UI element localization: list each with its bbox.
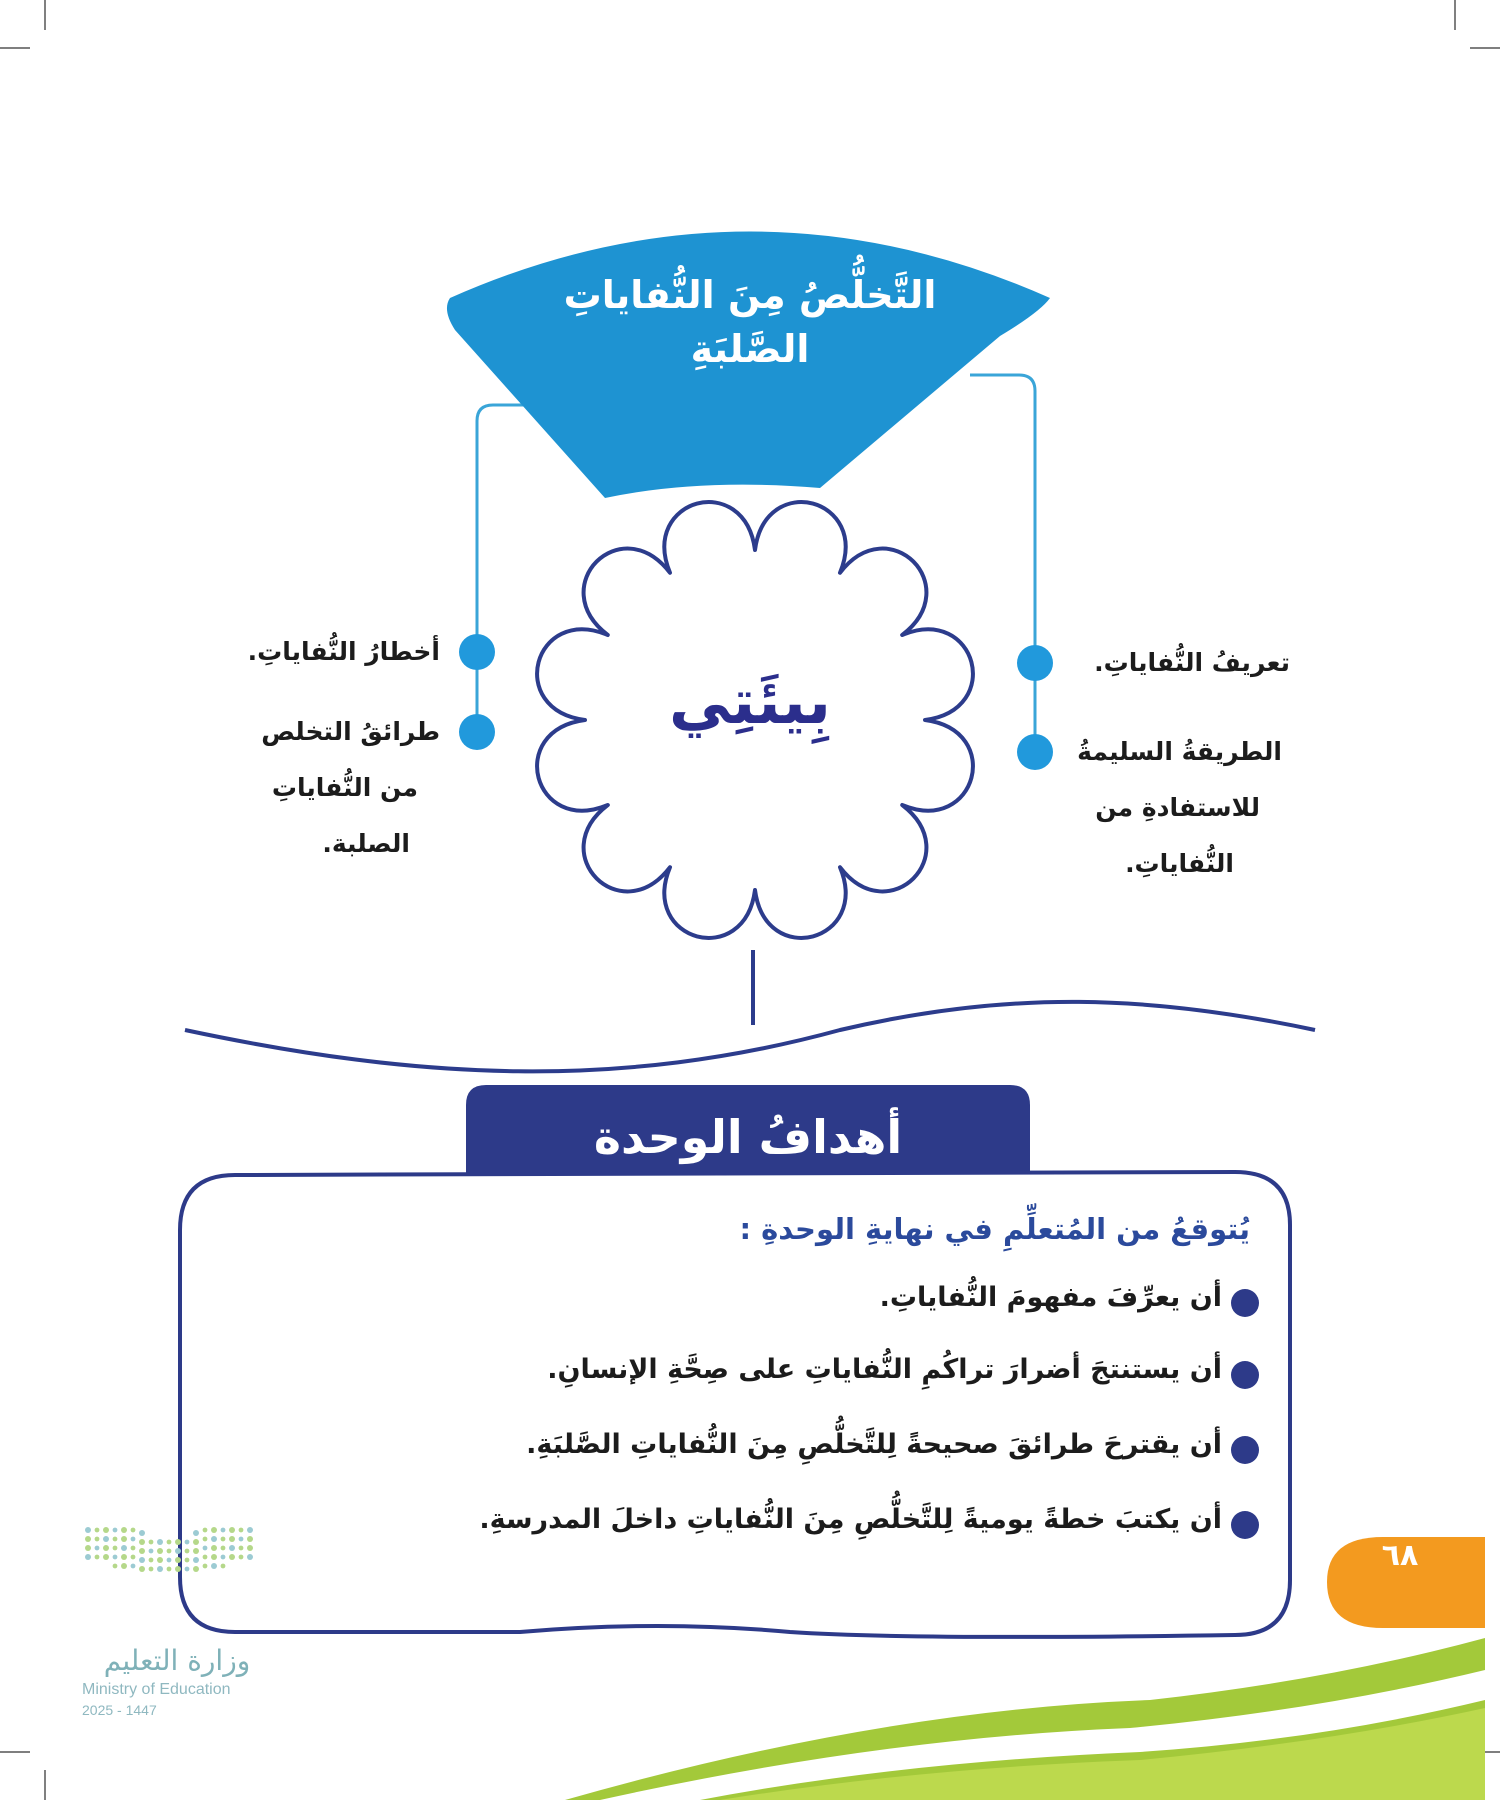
- logo-dot: [139, 1566, 145, 1572]
- logo-dot: [193, 1557, 199, 1563]
- logo-dot: [229, 1527, 235, 1533]
- right-item-2-line-1: الطريقةُ السليمةُ: [1077, 737, 1282, 766]
- logo-dot: [185, 1558, 190, 1563]
- ministry-year: 2025 - 1447: [82, 1702, 157, 1718]
- logo-dot: [203, 1528, 208, 1533]
- logo-dot: [157, 1557, 163, 1563]
- logo-dot: [167, 1567, 172, 1572]
- goal-bullet-2: [1231, 1361, 1259, 1389]
- logo-dot: [211, 1545, 217, 1551]
- logo-dot: [167, 1540, 172, 1545]
- logo-dot: [167, 1558, 172, 1563]
- logo-dot: [167, 1549, 172, 1554]
- right-item-2-line-3: النُّفاياتِ.: [1125, 849, 1234, 878]
- logo-dot: [229, 1545, 235, 1551]
- left-item-2-line-3: الصلبة.: [322, 829, 410, 858]
- logo-dot: [121, 1554, 127, 1560]
- goal-item-4: أن يكتبَ خطةً يوميةً لِلتَّخلُّصِ مِنَ النُّفاياتِ داخلَ المدرسةِ.: [479, 1504, 1222, 1535]
- logo-dot: [185, 1540, 190, 1545]
- logo-dot: [247, 1545, 253, 1551]
- logo-dot: [211, 1563, 217, 1569]
- left-dot-1: [459, 634, 495, 670]
- right-item-2: [1077, 724, 1282, 892]
- goal-bullet-1: [1231, 1289, 1259, 1317]
- logo-dot: [131, 1528, 136, 1533]
- logo-dot: [193, 1539, 199, 1545]
- left-item-2-line-1: طرائقُ التخلص: [261, 717, 440, 746]
- right-item-1: [1094, 635, 1290, 691]
- logo-dot: [131, 1546, 136, 1551]
- logo-dot: [95, 1537, 100, 1542]
- goal-bullet-4: [1231, 1511, 1259, 1539]
- logo-dot: [211, 1536, 217, 1542]
- logo-dot: [221, 1546, 226, 1551]
- left-item-1-line-1: أخطارُ النُّفاياتِ.: [247, 637, 440, 666]
- logo-dot: [203, 1537, 208, 1542]
- left-item-1: [248, 624, 440, 680]
- goal-item-3: أن يقترحَ طرائقَ صحيحةً لِلتَّخلُّصِ مِنَ النُّفاياتِ الصَّلبَةِ.: [526, 1429, 1222, 1460]
- logo-dot: [211, 1527, 217, 1533]
- logo-dot: [131, 1537, 136, 1542]
- logo-dot: [103, 1554, 109, 1560]
- logo-dot: [157, 1566, 163, 1572]
- logo-dot: [175, 1557, 181, 1563]
- logo-dot: [211, 1554, 217, 1560]
- logo-dot: [239, 1546, 244, 1551]
- ministry-name-english: Ministry of Education: [82, 1681, 231, 1698]
- left-item-2: [261, 704, 440, 872]
- logo-dot: [203, 1546, 208, 1551]
- goal-item-1: أن يعرِّفَ مفهومَ النُّفاياتِ.: [879, 1282, 1222, 1313]
- unit-title: بِيئَتِي: [669, 665, 831, 738]
- logo-dot: [239, 1537, 244, 1542]
- right-dot-2: [1017, 734, 1053, 770]
- logo-dot: [239, 1528, 244, 1533]
- logo-dot: [103, 1527, 109, 1533]
- logo-dot: [85, 1536, 91, 1542]
- logo-dot: [121, 1536, 127, 1542]
- logo-dot: [103, 1545, 109, 1551]
- logo-dot: [149, 1549, 154, 1554]
- logo-dot: [113, 1564, 118, 1569]
- logo-dot: [113, 1537, 118, 1542]
- right-dot-1: [1017, 645, 1053, 681]
- logo-dot: [229, 1554, 235, 1560]
- logo-dot: [185, 1567, 190, 1572]
- logo-dot: [95, 1546, 100, 1551]
- right-item-2-line-2: للاستفادةِ من: [1095, 793, 1260, 822]
- goal-item-2: أن يستنتجَ أضرارَ تراكُمِ النُّفاياتِ على صِحَّةِ الإنسانِ.: [547, 1354, 1222, 1385]
- logo-dot: [247, 1554, 253, 1560]
- logo-dot: [229, 1536, 235, 1542]
- logo-dot: [185, 1549, 190, 1554]
- goal-bullet-3: [1231, 1436, 1259, 1464]
- logo-dot: [203, 1555, 208, 1560]
- logo-dot: [247, 1536, 253, 1542]
- logo-dot: [221, 1537, 226, 1542]
- goals-title: أهدافُ الوحدة: [593, 1110, 903, 1164]
- logo-dot: [157, 1539, 163, 1545]
- logo-dot: [193, 1530, 199, 1536]
- logo-dot: [239, 1555, 244, 1560]
- topic-title: [520, 268, 980, 376]
- ground-wave-line: [185, 1002, 1315, 1071]
- logo-dot: [247, 1527, 253, 1533]
- logo-dot: [121, 1563, 127, 1569]
- logo-dot: [121, 1527, 127, 1533]
- logo-dot: [149, 1558, 154, 1563]
- logo-dot: [103, 1536, 109, 1542]
- logo-dot: [113, 1546, 118, 1551]
- logo-dot: [149, 1567, 154, 1572]
- goals-intro: يُتوقعُ من المُتعلِّمِ في نهايةِ الوحدةِ :: [739, 1212, 1250, 1246]
- page-number: ٦٨: [1381, 1538, 1419, 1573]
- logo-dot: [131, 1555, 136, 1560]
- logo-dot: [175, 1548, 181, 1554]
- logo-dot: [175, 1539, 181, 1545]
- logo-dot: [121, 1545, 127, 1551]
- logo-dot: [139, 1557, 145, 1563]
- logo-dot: [95, 1528, 100, 1533]
- logo-dot: [193, 1566, 199, 1572]
- logo-dot: [131, 1564, 136, 1569]
- logo-dot: [175, 1566, 181, 1572]
- logo-dot: [193, 1548, 199, 1554]
- logo-dot: [113, 1555, 118, 1560]
- logo-dot: [221, 1555, 226, 1560]
- topic-title-line-2: الصَّلبَةِ: [690, 327, 810, 371]
- left-item-2-line-2: من النُّفاياتِ: [271, 773, 418, 802]
- left-dot-2: [459, 714, 495, 750]
- logo-dot: [203, 1564, 208, 1569]
- logo-dot: [85, 1545, 91, 1551]
- logo-dot: [149, 1540, 154, 1545]
- topic-title-line-1: التَّخلُّصُ مِنَ النُّفاياتِ: [563, 273, 937, 317]
- ministry-name-arabic: وزارة التعليم: [103, 1644, 251, 1677]
- logo-dot: [139, 1548, 145, 1554]
- logo-dot: [157, 1548, 163, 1554]
- logo-dot: [139, 1530, 145, 1536]
- logo-dot: [221, 1564, 226, 1569]
- logo-dot: [139, 1539, 145, 1545]
- right-item-1-line-1: تعريفُ النُّفاياتِ.: [1094, 648, 1290, 677]
- logo-dot: [85, 1554, 91, 1560]
- logo-dot: [95, 1555, 100, 1560]
- logo-dot: [113, 1528, 118, 1533]
- logo-dot: [85, 1527, 91, 1533]
- logo-dot: [221, 1528, 226, 1533]
